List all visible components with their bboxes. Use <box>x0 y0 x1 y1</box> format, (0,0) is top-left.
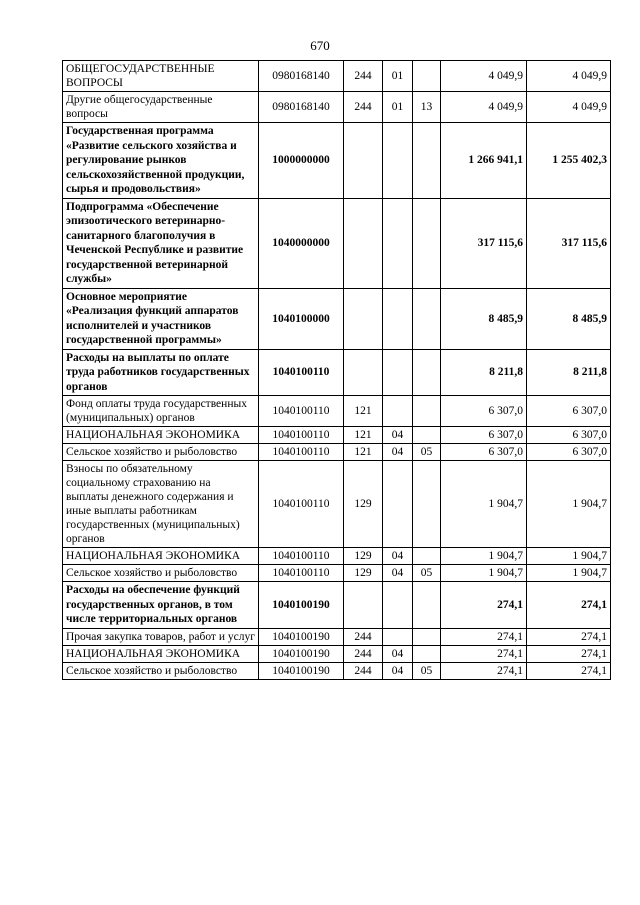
row-name-cell: Сельское хозяйство и рыболовство <box>63 565 259 582</box>
row-name-cell: Прочая закупка товаров, работ и услуг <box>63 628 259 645</box>
expense-type-cell <box>344 582 383 629</box>
target-code-cell: 1040100110 <box>259 427 344 444</box>
amount-1-cell: 6 307,0 <box>441 396 527 427</box>
amount-2-cell: 1 255 402,3 <box>527 123 611 199</box>
expense-type-cell <box>344 198 383 288</box>
expense-type-cell: 121 <box>344 396 383 427</box>
target-code-cell: 1000000000 <box>259 123 344 199</box>
amount-1-cell: 6 307,0 <box>441 444 527 461</box>
subsection-cell <box>413 123 441 199</box>
table-row <box>63 565 611 582</box>
table-row <box>63 662 611 679</box>
amount-1-cell: 274,1 <box>441 628 527 645</box>
table-body <box>63 61 611 680</box>
subsection-cell <box>413 288 441 349</box>
amount-1-cell: 4 049,9 <box>441 92 527 123</box>
table-row <box>63 61 611 92</box>
page-number: 670 <box>310 38 330 53</box>
section-cell: 04 <box>383 444 413 461</box>
table-row <box>63 288 611 349</box>
amount-1-cell: 8 485,9 <box>441 288 527 349</box>
amount-1-cell: 317 115,6 <box>441 198 527 288</box>
amount-2-cell: 274,1 <box>527 628 611 645</box>
amount-2-cell: 274,1 <box>527 662 611 679</box>
subsection-cell: 05 <box>413 662 441 679</box>
table-row <box>63 427 611 444</box>
section-cell <box>383 349 413 396</box>
amount-2-cell: 4 049,9 <box>527 61 611 92</box>
target-code-cell: 1040100190 <box>259 582 344 629</box>
amount-1-cell: 274,1 <box>441 645 527 662</box>
expense-type-cell: 129 <box>344 565 383 582</box>
row-name-cell: Фонд оплаты труда государственных (муниципальных) органов <box>63 396 259 427</box>
target-code-cell: 0980168140 <box>259 92 344 123</box>
section-cell <box>383 461 413 548</box>
target-code-cell: 1040100190 <box>259 662 344 679</box>
section-cell: 04 <box>383 565 413 582</box>
subsection-cell: 13 <box>413 92 441 123</box>
table-row <box>63 548 611 565</box>
section-cell: 04 <box>383 548 413 565</box>
subsection-cell <box>413 548 441 565</box>
target-code-cell: 1040100110 <box>259 548 344 565</box>
budget-table <box>62 60 611 680</box>
amount-2-cell: 8 485,9 <box>527 288 611 349</box>
amount-1-cell: 274,1 <box>441 662 527 679</box>
expense-type-cell: 244 <box>344 92 383 123</box>
section-cell: 04 <box>383 645 413 662</box>
section-cell: 01 <box>383 61 413 92</box>
table-row <box>63 582 611 629</box>
row-name-cell: ОБЩЕГОСУДАРСТВЕННЫЕ ВОПРОСЫ <box>63 61 259 92</box>
table-row <box>63 349 611 396</box>
target-code-cell: 1040100110 <box>259 444 344 461</box>
row-name-cell: НАЦИОНАЛЬНАЯ ЭКОНОМИКА <box>63 645 259 662</box>
table-row <box>63 645 611 662</box>
subsection-cell <box>413 461 441 548</box>
expense-type-cell <box>344 349 383 396</box>
target-code-cell: 1040100190 <box>259 628 344 645</box>
amount-1-cell: 6 307,0 <box>441 427 527 444</box>
target-code-cell: 1040100110 <box>259 396 344 427</box>
row-name-cell: НАЦИОНАЛЬНАЯ ЭКОНОМИКА <box>63 548 259 565</box>
row-name-cell: Государственная программа «Развитие сельского хозяйства и регулирование рынков сельскохозяйственной продукции, сырья и продовольствия» <box>63 123 259 199</box>
expense-type-cell <box>344 288 383 349</box>
row-name-cell: Расходы на выплаты по оплате труда работников государственных органов <box>63 349 259 396</box>
target-code-cell: 1040100110 <box>259 565 344 582</box>
section-cell: 04 <box>383 427 413 444</box>
amount-2-cell: 1 904,7 <box>527 548 611 565</box>
section-cell <box>383 582 413 629</box>
table-row <box>63 396 611 427</box>
section-cell <box>383 288 413 349</box>
amount-2-cell: 6 307,0 <box>527 396 611 427</box>
row-name-cell: Сельское хозяйство и рыболовство <box>63 662 259 679</box>
amount-1-cell: 4 049,9 <box>441 61 527 92</box>
amount-2-cell: 1 904,7 <box>527 565 611 582</box>
row-name-cell: Взносы по обязательному социальному страхованию на выплаты денежного содержания и иные выплаты работникам государственных (муниципальных) органов <box>63 461 259 548</box>
subsection-cell <box>413 396 441 427</box>
section-cell: 01 <box>383 92 413 123</box>
amount-2-cell: 274,1 <box>527 645 611 662</box>
target-code-cell: 0980168140 <box>259 61 344 92</box>
row-name-cell: Подпрограмма «Обеспечение эпизоотического ветеринарно-санитарного благополучия в Чеченской Республике и развитие государственной ветеринарной службы» <box>63 198 259 288</box>
target-code-cell: 1040100000 <box>259 288 344 349</box>
amount-2-cell: 4 049,9 <box>527 92 611 123</box>
target-code-cell: 1040000000 <box>259 198 344 288</box>
amount-2-cell: 6 307,0 <box>527 427 611 444</box>
amount-1-cell: 1 904,7 <box>441 565 527 582</box>
subsection-cell <box>413 427 441 444</box>
row-name-cell: Основное мероприятие «Реализация функций аппаратов исполнителей и участников государственной программы» <box>63 288 259 349</box>
row-name-cell: Сельское хозяйство и рыболовство <box>63 444 259 461</box>
subsection-cell <box>413 628 441 645</box>
table-row <box>63 444 611 461</box>
expense-type-cell: 121 <box>344 444 383 461</box>
amount-1-cell: 1 904,7 <box>441 461 527 548</box>
section-cell <box>383 123 413 199</box>
section-cell <box>383 198 413 288</box>
amount-1-cell: 1 904,7 <box>441 548 527 565</box>
subsection-cell <box>413 198 441 288</box>
expense-type-cell: 129 <box>344 461 383 548</box>
table-row <box>63 461 611 548</box>
expense-type-cell: 129 <box>344 548 383 565</box>
table-row <box>63 628 611 645</box>
section-cell <box>383 628 413 645</box>
expense-type-cell: 244 <box>344 61 383 92</box>
amount-2-cell: 1 904,7 <box>527 461 611 548</box>
subsection-cell <box>413 61 441 92</box>
expense-type-cell: 244 <box>344 662 383 679</box>
amount-1-cell: 274,1 <box>441 582 527 629</box>
subsection-cell: 05 <box>413 444 441 461</box>
section-cell <box>383 396 413 427</box>
amount-2-cell: 317 115,6 <box>527 198 611 288</box>
target-code-cell: 1040100190 <box>259 645 344 662</box>
amount-1-cell: 8 211,8 <box>441 349 527 396</box>
row-name-cell: НАЦИОНАЛЬНАЯ ЭКОНОМИКА <box>63 427 259 444</box>
amount-2-cell: 274,1 <box>527 582 611 629</box>
subsection-cell <box>413 582 441 629</box>
subsection-cell <box>413 645 441 662</box>
amount-1-cell: 1 266 941,1 <box>441 123 527 199</box>
expense-type-cell: 121 <box>344 427 383 444</box>
expense-type-cell: 244 <box>344 628 383 645</box>
amount-2-cell: 8 211,8 <box>527 349 611 396</box>
row-name-cell: Другие общегосударственные вопросы <box>63 92 259 123</box>
subsection-cell <box>413 349 441 396</box>
table-row <box>63 123 611 199</box>
target-code-cell: 1040100110 <box>259 349 344 396</box>
expense-type-cell: 244 <box>344 645 383 662</box>
subsection-cell: 05 <box>413 565 441 582</box>
amount-2-cell: 6 307,0 <box>527 444 611 461</box>
table-row <box>63 92 611 123</box>
expense-type-cell <box>344 123 383 199</box>
target-code-cell: 1040100110 <box>259 461 344 548</box>
table-row <box>63 198 611 288</box>
row-name-cell: Расходы на обеспечение функций государственных органов, в том числе территориальных органов <box>63 582 259 629</box>
section-cell: 04 <box>383 662 413 679</box>
